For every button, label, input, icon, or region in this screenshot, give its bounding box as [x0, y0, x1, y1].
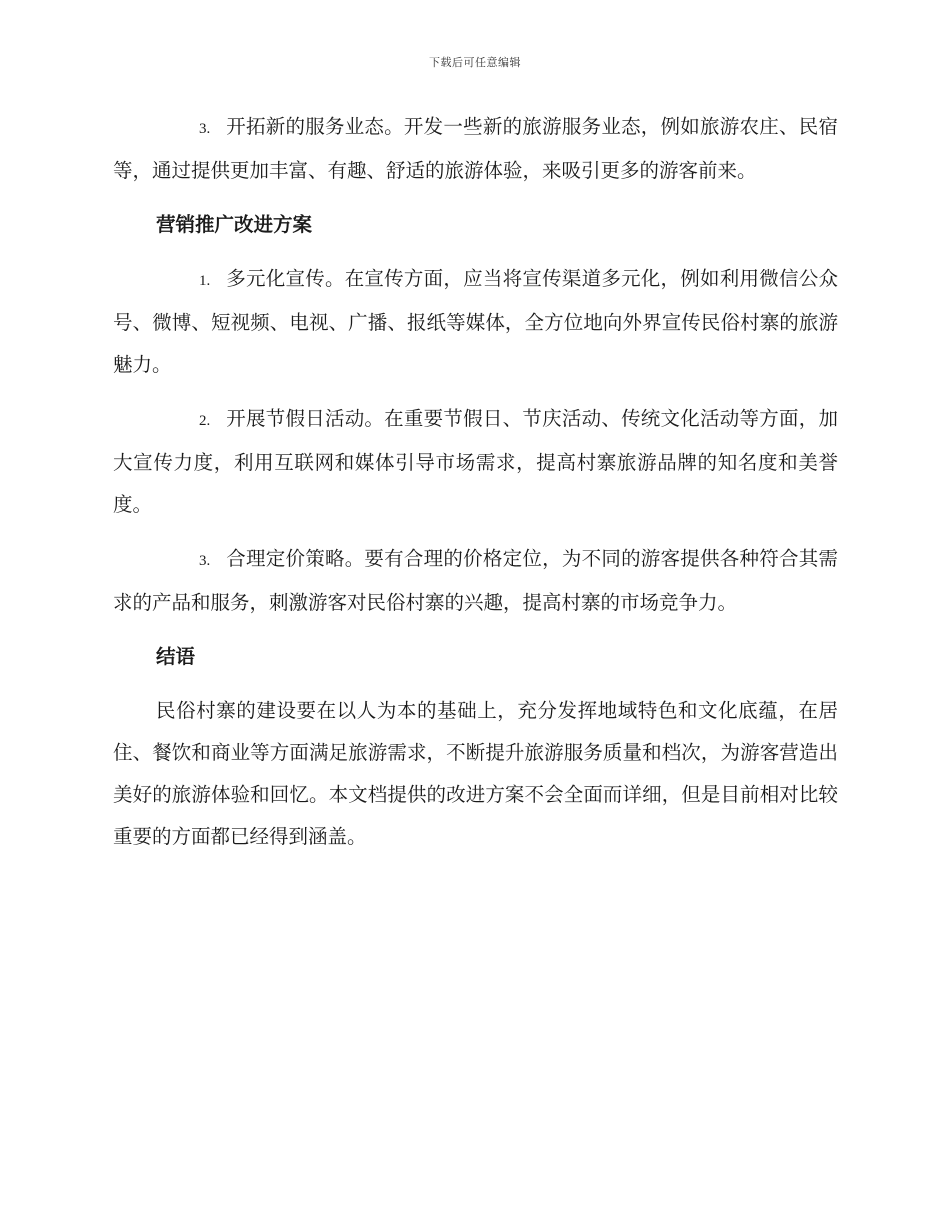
list-number: 3.	[199, 553, 211, 569]
list-number: 3.	[199, 121, 211, 137]
conclusion-paragraph: 民俗村寨的建设要在以人为本的基础上，充分发挥地域特色和文化底蕴，在居住、餐饮和商业等方面满足旅游需求，不断提升旅游服务质量和档次，为游客营造出美好的旅游体验和回忆。本文档提供的改进方案不会全面而详细，但是目前相对比较重要的方面都已经得到涵盖。	[113, 699, 838, 848]
list-item-text: 多元化宣传。在宣传方面，应当将宣传渠道多元化，例如利用微信公众号、微博、短视频、电视、广播、报纸等媒体，全方位地向外界宣传民俗村寨的旅游魅力。	[113, 267, 838, 376]
marketing-item-1	[113, 258, 838, 386]
list-item-text: 合理定价策略。要有合理的价格定位，为不同的游客提供各种符合其需求的产品和服务，刺激游客对民俗村寨的兴趣，提高村寨的市场竞争力。	[113, 547, 838, 614]
list-item-text: 开拓新的服务业态。开发一些新的旅游服务业态，例如旅游农庄、民宿等，通过提供更加丰富、有趣、舒适的旅游体验，来吸引更多的游客前来。	[113, 115, 838, 182]
marketing-item-2	[113, 398, 838, 526]
list-number: 1.	[199, 273, 211, 289]
document-body	[113, 106, 838, 870]
list-number: 2.	[199, 413, 211, 429]
list-item-text: 开展节假日活动。在重要节假日、节庆活动、传统文化活动等方面，加大宣传力度，利用互联网和媒体引导市场需求，提高村寨旅游品牌的知名度和美誉度。	[113, 407, 838, 516]
section-heading-conclusion: 结语	[156, 645, 196, 668]
marketing-item-3	[113, 538, 838, 624]
service-item-3	[113, 106, 838, 192]
page-header-note: 下载后可任意编辑	[429, 56, 521, 69]
section-heading-marketing: 营销推广改进方案	[156, 213, 313, 236]
